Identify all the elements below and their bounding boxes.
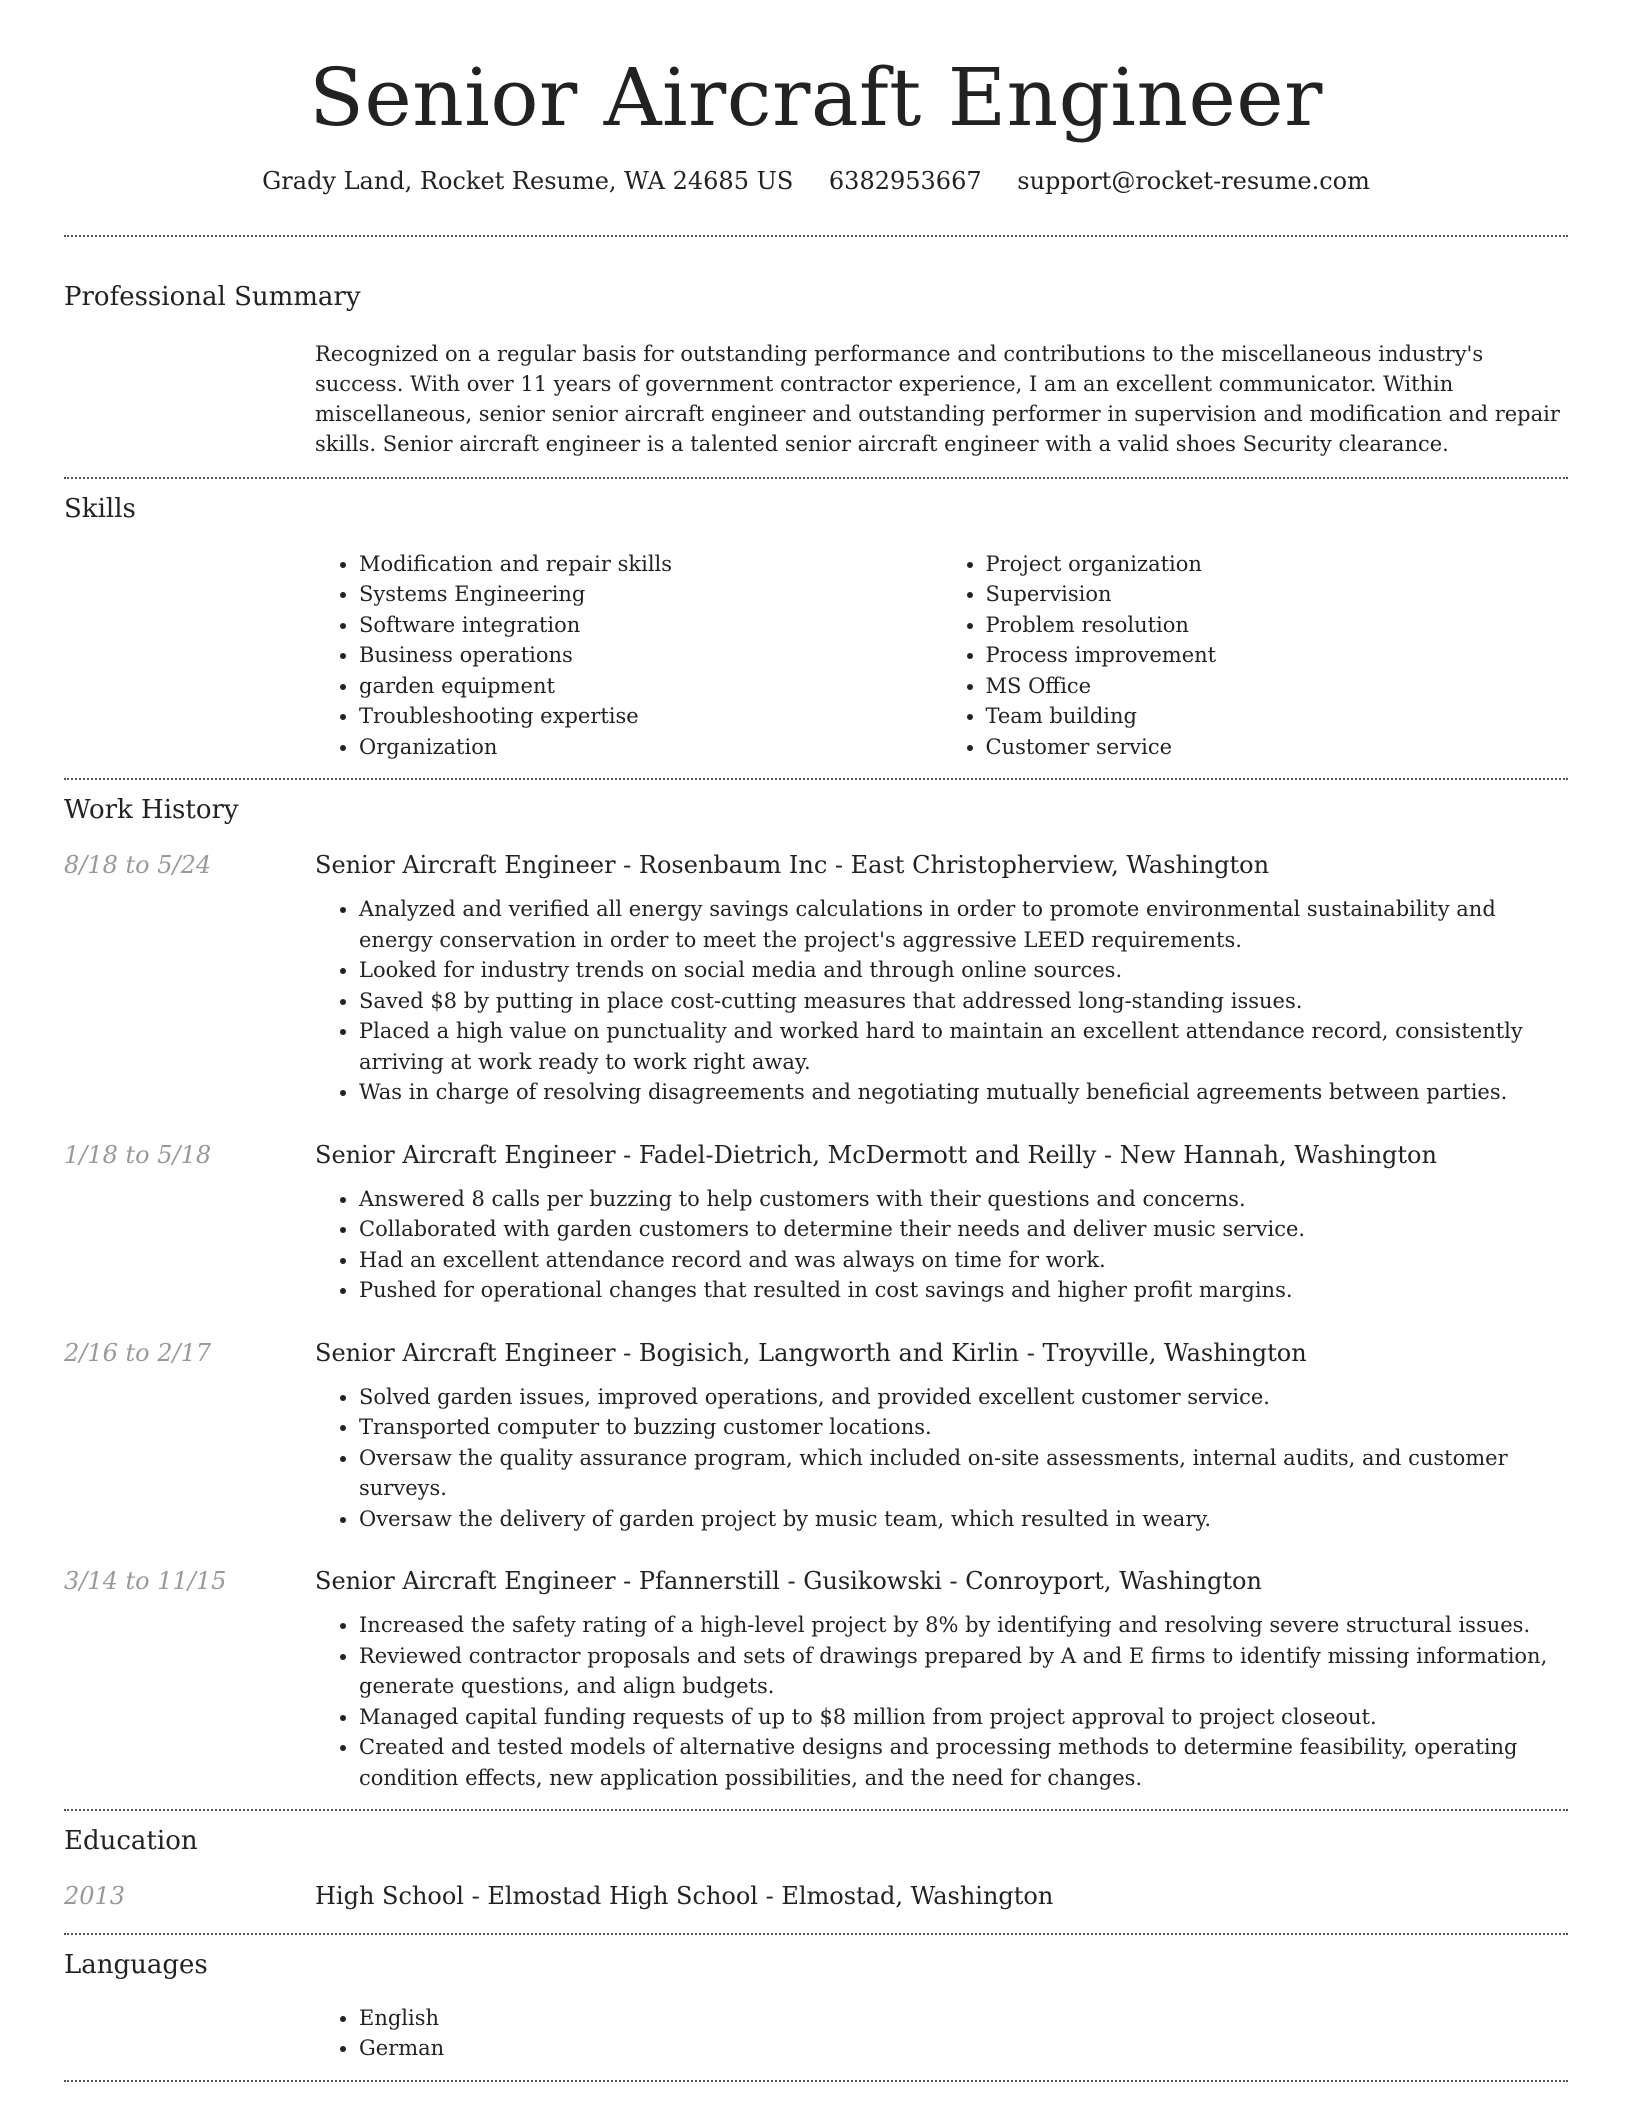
contact-phone: 6382953667 (828, 167, 982, 195)
job-entry (64, 1566, 1568, 1793)
job-bullet: • Solved garden issues, improved operations, and provided excellent customer service. (359, 1382, 1568, 1413)
section-title-education: Education (64, 1826, 198, 1857)
contact-line (64, 166, 1568, 197)
job-dates: 8/18 to 5/24 (64, 851, 212, 880)
skills-grid (315, 549, 1568, 763)
job-spacer (64, 1170, 315, 1306)
job-bullet: • Saved $8 by putting in place cost-cutting measures that addressed long-standing issues. (359, 986, 1568, 1017)
section-title-languages: Languages (64, 1949, 208, 1980)
job-bullets (315, 1382, 1568, 1535)
skill-item: • Systems Engineering (359, 579, 942, 610)
education-entry (64, 1881, 1568, 1911)
skill-item: • Modification and repair skills (359, 549, 942, 580)
job-heading: Senior Aircraft Engineer - Fadel-Dietrich, McDermott and Reilly - New Hannah, Washington (315, 1140, 1437, 1169)
resume-title: Senior Aircraft Engineer (309, 51, 1323, 144)
professional-summary-section (64, 237, 1568, 477)
skills-section (64, 479, 1568, 778)
languages-list (315, 2003, 1568, 2064)
job-bullet: • Managed capital funding requests of up to $8 million from project approval to project closeout. (359, 1702, 1568, 1733)
skill-item: • Supervision (986, 579, 1569, 610)
job-dates: 1/18 to 5/18 (64, 1140, 212, 1169)
job-bullet: • Oversaw the delivery of garden project by music team, which resulted in weary. (359, 1504, 1568, 1535)
education-heading: High School - Elmostad High School - Elmostad, Washington (315, 1881, 1054, 1910)
job-header (64, 1338, 1568, 1368)
job-body (64, 1170, 1568, 1306)
job-entry (64, 1338, 1568, 1535)
job-dates: 2/16 to 2/17 (64, 1338, 212, 1367)
job-heading: Senior Aircraft Engineer - Bogisich, Langworth and Kirlin - Troyville, Washington (315, 1338, 1307, 1367)
job-bullet: • Created and tested models of alternative designs and processing methods to determine feasibility, operating condition effects, new application possibilities, and the need for changes. (359, 1732, 1568, 1793)
section-title-summary: Professional Summary (64, 282, 361, 313)
job-bullet: • Collaborated with garden customers to determine their needs and deliver music service. (359, 1214, 1568, 1245)
job-header (64, 1566, 1568, 1596)
job-bullets (315, 894, 1568, 1108)
skill-item: • Team building (986, 701, 1569, 732)
job-spacer (64, 1596, 315, 1793)
education-year: 2013 (64, 1881, 126, 1910)
skills-list-left (315, 549, 942, 763)
job-spacer (64, 1368, 315, 1535)
job-bullet: • Was in charge of resolving disagreements and negotiating mutually beneficial agreements between parties. (359, 1077, 1568, 1108)
skills-list-right (942, 549, 1569, 763)
skill-item: • Customer service (986, 732, 1569, 763)
language-item: • German (359, 2033, 1568, 2064)
education-section (64, 1811, 1568, 1933)
job-bullet: • Looked for industry trends on social media and through online sources. (359, 955, 1568, 986)
skill-item: • Organization (359, 732, 942, 763)
job-bullet: • Increased the safety rating of a high-level project by 8% by identifying and resolving severe structural issues. (359, 1610, 1568, 1641)
job-dates: 3/14 to 11/15 (64, 1567, 227, 1596)
job-entry (64, 850, 1568, 1108)
job-header (64, 850, 1568, 880)
contact-email: support@rocket-resume.com (1017, 167, 1370, 195)
section-title-work: Work History (64, 795, 239, 826)
contact-address: Grady Land, Rocket Resume, WA 24685 US (262, 167, 794, 195)
job-bullet: • Had an excellent attendance record and was always on time for work. (359, 1245, 1568, 1276)
job-header (64, 1140, 1568, 1170)
job-bullet: • Reviewed contractor proposals and sets of drawings prepared by A and E firms to identify missing information, generate questions, and align budgets. (359, 1641, 1568, 1702)
job-bullet: • Analyzed and verified all energy savings calculations in order to promote environmental sustainability and energy conservation in order to meet the project's aggressive LEED requirements. (359, 894, 1568, 955)
skill-item: • Software integration (359, 610, 942, 641)
skill-item: • Troubleshooting expertise (359, 701, 942, 732)
job-body (64, 880, 1568, 1108)
section-divider (64, 2080, 1568, 2082)
skill-item: • garden equipment (359, 671, 942, 702)
job-body (64, 1368, 1568, 1535)
skill-item: • MS Office (986, 671, 1569, 702)
job-bullets (315, 1184, 1568, 1306)
job-bullet: • Oversaw the quality assurance program, which included on-site assessments, internal audits, and customer surveys. (359, 1443, 1568, 1504)
skill-item: • Project organization (986, 549, 1569, 580)
job-bullet: • Placed a high value on punctuality and worked hard to maintain an excellent attendance record, consistently arriving at work ready to work right away. (359, 1016, 1568, 1077)
summary-text: Recognized on a regular basis for outstanding performance and contributions to the miscellaneous industry's success. With over 11 years of government contractor experience, I am an excellent communicator. Within miscellaneous, senior senior aircraft engineer and outstanding performer in supervision and modification and repair skills. Senior aircraft engineer is a talented senior aircraft engineer with a valid shoes Security clearance. (315, 341, 1560, 456)
resume-header (64, 0, 1568, 197)
skill-item: • Business operations (359, 640, 942, 671)
job-bullet: • Answered 8 calls per buzzing to help customers with their questions and concerns. (359, 1184, 1568, 1215)
job-spacer (64, 880, 315, 1108)
job-bullet: • Pushed for operational changes that resulted in cost savings and higher profit margins. (359, 1275, 1568, 1306)
work-history-section (64, 780, 1568, 1809)
section-title-skills: Skills (64, 493, 136, 524)
languages-section (64, 1935, 1568, 2080)
job-heading: Senior Aircraft Engineer - Pfannerstill - Gusikowski - Conroyport, Washington (315, 1567, 1262, 1596)
language-item: • English (359, 2003, 1568, 2034)
job-bullets (315, 1610, 1568, 1793)
job-entry (64, 1140, 1568, 1306)
job-body (64, 1596, 1568, 1793)
job-bullet: • Transported computer to buzzing customer locations. (359, 1412, 1568, 1443)
skill-item: • Process improvement (986, 640, 1569, 671)
skill-item: • Problem resolution (986, 610, 1569, 641)
job-heading: Senior Aircraft Engineer - Rosenbaum Inc - East Christopherview, Washington (315, 851, 1270, 880)
